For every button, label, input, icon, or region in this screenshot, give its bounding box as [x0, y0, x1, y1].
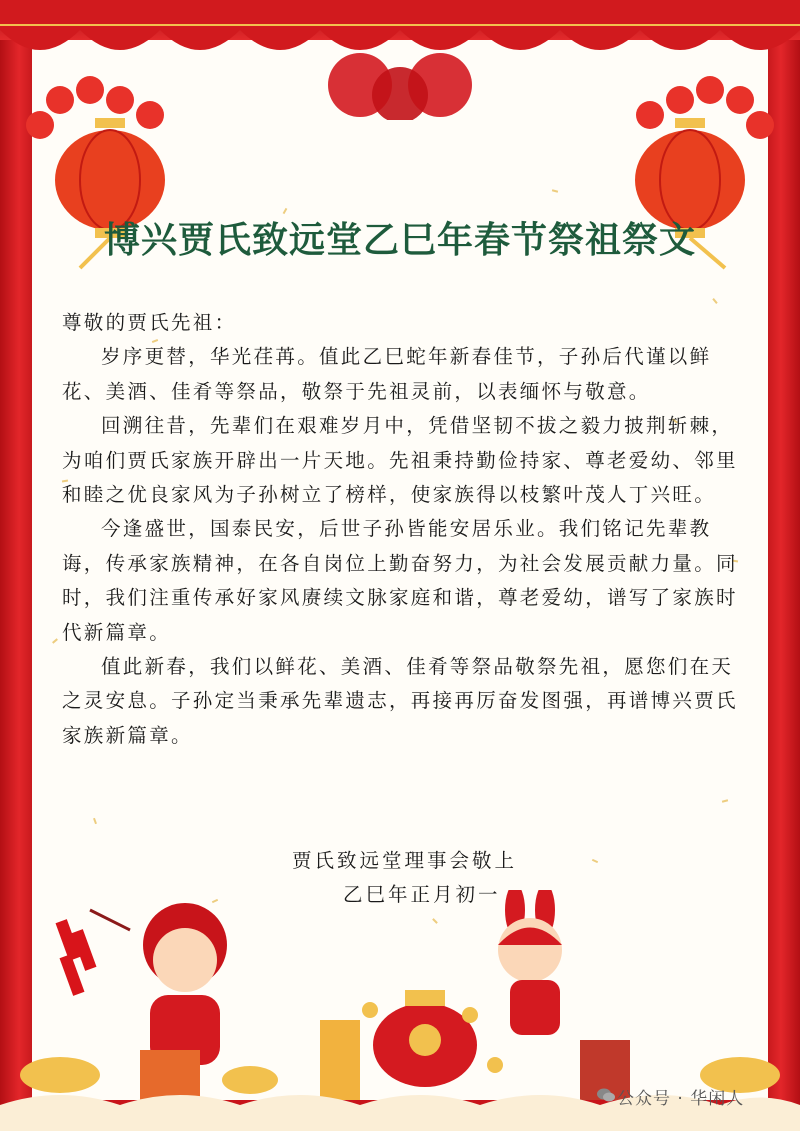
- building-icon: [320, 1020, 360, 1100]
- firecracker-icon: [56, 910, 130, 996]
- paragraph-1: 岁序更替，华光荏苒。值此乙巳蛇年新春佳节，子孙后代谨以鲜花、美酒、佳肴等祭品，敬祭于先祖灵前，以表缅怀与敬意。: [62, 345, 712, 403]
- document-body: [62, 306, 742, 753]
- date: 乙巳年正月初一: [343, 883, 501, 906]
- paragraph-4: 值此新春，我们以鲜花、美酒、佳肴等祭品敬祭先祖，愿您们在天之灵安息。子孙定当秉承先辈遗志，再接再厉奋发图强，再谱博兴贾氏家族新篇章。: [62, 655, 738, 747]
- child-right-icon: [498, 890, 562, 1035]
- document-title: 博兴贾氏致远堂乙巳年春节祭祖祭文: [103, 219, 696, 261]
- paragraph-2: 回溯往昔，先辈们在艰难岁月中，凭借坚韧不拔之毅力披荆斩棘，为咱们贾氏家族开辟出一片天地。先祖秉持勤俭持家、尊老爱幼、邻里和睦之优良家风为子孙树立了榜样，使家族得以枝繁叶茂人丁兴旺。: [62, 414, 738, 507]
- paragraph-3: 今逢盛世，国泰民安，后世子孙皆能安居乐业。我们铭记先辈教诲，传承家族精神，在各自岗位上勤奋努力，为社会发展贡献力量。同时，我们注重传承好家风赓续文脉家庭和谐，尊老爱幼，谱写了家族时代新篇章。: [62, 517, 738, 644]
- child-left-icon: [143, 903, 227, 1065]
- watermark: [595, 1084, 744, 1109]
- salutation: 尊敬的贾氏先祖：: [62, 311, 237, 334]
- watermark-text: 公众号 · 华闲人: [617, 1089, 745, 1109]
- signature: 贾氏致远堂理事会敬上: [292, 849, 518, 872]
- lucky-bag-icon: [373, 990, 477, 1087]
- building-icon: [140, 1050, 200, 1100]
- red-curtain: [0, 0, 800, 70]
